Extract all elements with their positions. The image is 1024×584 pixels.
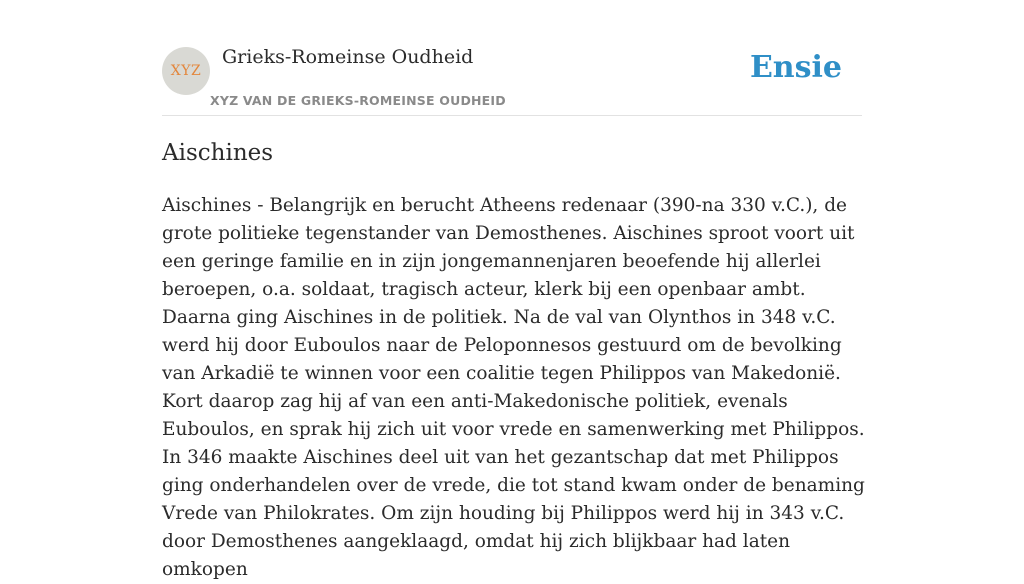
article-title: Aischines	[162, 140, 274, 166]
brand-logo[interactable]: Ensie	[749, 50, 842, 85]
article-body: Aischines - Belangrijk en berucht Atheens redenaar (390-na 330 v.C.), de grote politieke tegenstander van Demosthenes. Aischines sproot voort uit een geringe familie en in zijn jongemannenjaren beoefende hij allerlei beroepen, o.a. soldaat, tragisch acteur, klerk bij een openbaar ambt. Daarna ging Aischines in de politiek. Na de val van Olynthos in 348 v.C. werd hij door Euboulos naar de Peloponnesos gestuurd om de bevolking van Arkadië te winnen voor een coalitie tegen Philippos van Makedonië. Kort daarop zag hij af van een anti-Makedonische politiek, evenals Euboulos, en sprak hij zich uit voor vrede en samenwerking met Philippos. In 346 maakte Aischines deel uit van het gezantschap dat met Philippos ging onderhandelen over de vrede, die tot stand kwam onder de benaming Vrede van Philokrates. Om zijn houding bij Philippos werd hij in 343 v.C. door Demosthenes aangeklaagd, omdat hij zich blijkbaar had laten omkopen	[162, 195, 865, 580]
avatar-text: XYZ	[170, 63, 202, 79]
publication-avatar[interactable]	[162, 47, 210, 95]
publication-title[interactable]: Grieks-Romeinse Oudheid	[222, 46, 474, 68]
header	[162, 0, 862, 116]
publication-subtitle[interactable]: XYZ VAN DE GRIEKS-ROMEINSE OUDHEID	[210, 93, 506, 108]
